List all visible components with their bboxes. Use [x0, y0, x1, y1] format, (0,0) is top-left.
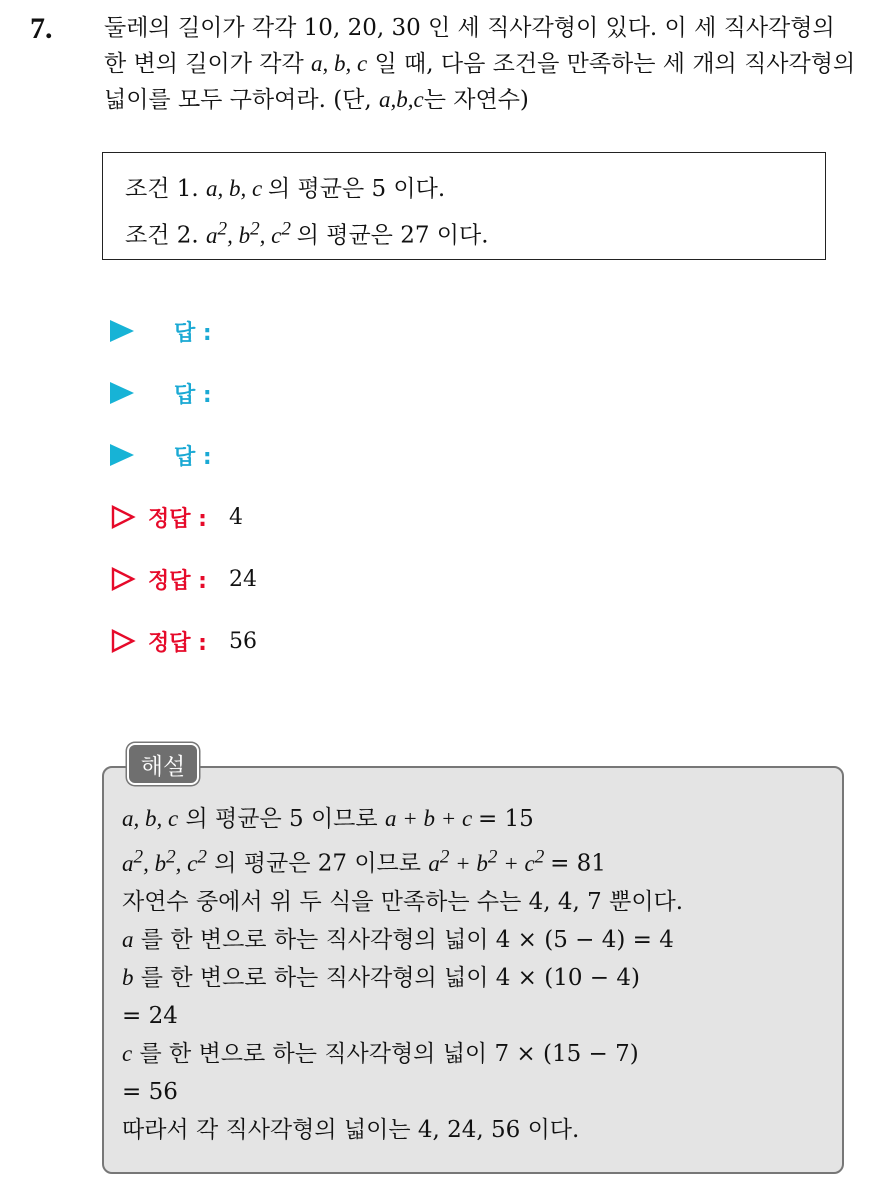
solution-body — [122, 800, 822, 1149]
condition-box — [102, 152, 826, 260]
solution-var-a: a — [122, 926, 134, 952]
solution-line-7-text: 를 한 변으로 하는 직사각형의 넓이 7 × (15 − 7) — [132, 1040, 639, 1067]
correct-answer-row — [110, 486, 257, 548]
question-text-part2: 일 때, 다음 조건을 만족하는 세 개의 직사각형의 넓이를 모두 구하여라. (단, — [104, 51, 856, 113]
outline-triangle-icon — [110, 566, 136, 592]
correct-answer-label: 정답 : — [148, 630, 207, 656]
solution-line-2-eq: = 81 — [550, 850, 606, 877]
solution-line-8: = 56 — [122, 1078, 178, 1105]
correct-answer-value: 56 — [228, 628, 257, 654]
correct-answer-row — [110, 548, 257, 610]
condition-1-text: 의 평균은 5 이다. — [267, 176, 446, 202]
solution-line-2 — [122, 838, 822, 883]
solution-tag: 해설 — [127, 743, 199, 785]
solution-line-1-text: 의 평균은 5 이므로 — [178, 806, 385, 832]
correct-answer-row — [110, 610, 257, 672]
solution-eq-2: $a^2 + b^2 + c^2$ — [428, 846, 545, 876]
question-text — [104, 10, 864, 118]
solution-line-1 — [122, 800, 822, 838]
solution-line-4 — [122, 921, 822, 959]
play-triangle-icon — [110, 444, 134, 466]
blank-answer-row — [110, 424, 257, 486]
condition-2 — [125, 209, 825, 256]
condition-2-vars: $a^2$, $b^2$, $c^2$ — [206, 218, 291, 248]
condition-1 — [125, 169, 825, 209]
condition-1-vars: a, b, c — [206, 176, 268, 201]
blank-answer-row — [110, 300, 257, 362]
outline-triangle-icon — [110, 628, 136, 654]
solution-line-5-text: 를 한 변으로 하는 직사각형의 넓이 4 × (10 − 4) — [133, 964, 640, 991]
question-text-part3: 는 자연수) — [423, 87, 529, 113]
solution-line-5 — [122, 959, 822, 997]
answer-list — [110, 300, 257, 672]
solution-line-2-text: 의 평균은 27 이므로 — [206, 850, 429, 877]
solution-var-b: b — [122, 964, 134, 990]
solution-line-9: 따라서 각 직사각형의 넓이는 4, 24, 56 이다. — [122, 1116, 580, 1143]
solution-line-7 — [122, 1035, 822, 1073]
play-triangle-icon — [110, 320, 134, 342]
condition-2-text: 의 평균은 27 이다. — [296, 222, 489, 249]
correct-answer-value: 24 — [228, 566, 257, 592]
answer-label: 답 : — [174, 444, 212, 470]
condition-1-label: 조건 1. — [125, 176, 199, 202]
question-number: 7. — [30, 12, 53, 45]
solution-line-6: = 24 — [122, 1002, 178, 1029]
solution-vars: a, b, c — [122, 806, 179, 831]
solution-vars-sq: $a^2$, $b^2$, $c^2$ — [122, 846, 207, 876]
solution-eq-1: a + b + c — [384, 806, 478, 831]
solution-line-3: 자연수 중에서 위 두 식을 만족하는 수는 4, 4, 7 뿐이다. — [122, 888, 684, 915]
condition-2-label: 조건 2. — [125, 222, 199, 249]
solution-line-4-text: 를 한 변으로 하는 직사각형의 넓이 4 × (5 − 4) = 4 — [133, 926, 674, 953]
answer-label: 답 : — [174, 320, 212, 346]
question-vars: a, b, c — [311, 51, 368, 76]
correct-answer-label: 정답 : — [148, 568, 207, 594]
solution-var-c: c — [122, 1040, 133, 1066]
question-vars2: a,b,c — [379, 87, 424, 112]
question-text-part1: 둘레의 길이가 각각 10, 20, 30 인 세 직사각형이 있다. 이 세 직사각형의 한 변의 길이가 각각 — [104, 15, 835, 77]
correct-answer-value: 4 — [228, 504, 243, 530]
solution-line-1-eq: = 15 — [477, 806, 534, 832]
play-triangle-icon — [110, 382, 134, 404]
blank-answer-row — [110, 362, 257, 424]
outline-triangle-icon — [110, 504, 136, 530]
answer-label: 답 : — [174, 382, 212, 408]
correct-answer-label: 정답 : — [148, 506, 207, 532]
